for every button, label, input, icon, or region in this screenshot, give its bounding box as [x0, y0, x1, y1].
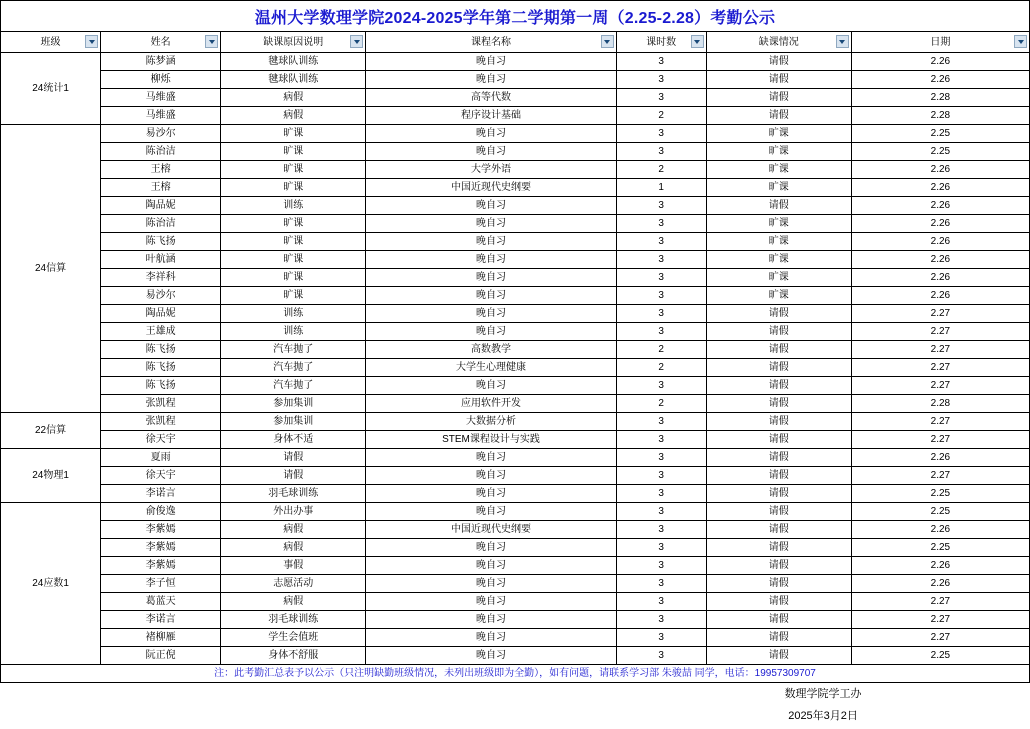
student-name-cell: 陶品妮 — [101, 197, 221, 215]
date-cell: 2.27 — [851, 341, 1029, 359]
table-footer-note — [1, 665, 1030, 683]
absence-reason-cell: 汽车抛了 — [221, 377, 366, 395]
absence-reason-cell: 旷课 — [221, 215, 366, 233]
absence-status-cell: 请假 — [706, 305, 851, 323]
absence-status-cell: 请假 — [706, 521, 851, 539]
class-hours-cell: 3 — [616, 269, 706, 287]
table-row — [1, 341, 1030, 359]
absence-reason-cell: 旷课 — [221, 269, 366, 287]
date-cell: 2.25 — [851, 539, 1029, 557]
student-name-cell: 褚柳雁 — [101, 629, 221, 647]
date-cell: 2.27 — [851, 359, 1029, 377]
class-hours-cell: 3 — [616, 305, 706, 323]
table-row — [1, 233, 1030, 251]
course-name-cell: 大数据分析 — [366, 413, 616, 431]
student-name-cell: 陈飞扬 — [101, 341, 221, 359]
absence-reason-cell: 志愿活动 — [221, 575, 366, 593]
class-hours-cell: 3 — [616, 503, 706, 521]
course-name-cell: 晚自习 — [366, 467, 616, 485]
course-name-cell: 晚自习 — [366, 251, 616, 269]
absence-reason-cell: 病假 — [221, 107, 366, 125]
absence-status-cell: 请假 — [706, 611, 851, 629]
date-cell: 2.25 — [851, 503, 1029, 521]
absence-status-cell: 请假 — [706, 197, 851, 215]
table-row — [1, 629, 1030, 647]
class-hours-cell: 3 — [616, 143, 706, 161]
course-name-cell: 晚自习 — [366, 629, 616, 647]
date-cell: 2.26 — [851, 233, 1029, 251]
student-name-cell: 叶航涵 — [101, 251, 221, 269]
table-row — [1, 431, 1030, 449]
footer-date: 2025年3月2日 — [788, 710, 858, 722]
table-row — [1, 413, 1030, 431]
table-row — [1, 161, 1030, 179]
table-row — [1, 485, 1030, 503]
absence-status-cell: 请假 — [706, 53, 851, 71]
course-name-cell: 晚自习 — [366, 233, 616, 251]
student-name-cell: 李紫嫣 — [101, 557, 221, 575]
header-row — [1, 32, 1030, 53]
class-hours-cell: 3 — [616, 647, 706, 665]
course-name-cell: 晚自习 — [366, 197, 616, 215]
table-row — [1, 269, 1030, 287]
class-hours-cell: 3 — [616, 467, 706, 485]
course-name-cell: STEM课程设计与实践 — [366, 431, 616, 449]
date-cell: 2.26 — [851, 71, 1029, 89]
student-name-cell: 李祥科 — [101, 269, 221, 287]
date-cell: 2.28 — [851, 89, 1029, 107]
student-name-cell: 易沙尔 — [101, 287, 221, 305]
absence-reason-cell: 训练 — [221, 197, 366, 215]
absence-reason-cell: 旷课 — [221, 287, 366, 305]
student-name-cell: 陈治洁 — [101, 215, 221, 233]
absence-status-cell: 请假 — [706, 89, 851, 107]
table-row — [1, 125, 1030, 143]
student-name-cell: 王榕 — [101, 179, 221, 197]
course-name-cell: 晚自习 — [366, 125, 616, 143]
course-name-cell: 中国近现代史纲要 — [366, 179, 616, 197]
absence-reason-cell: 身体不舒服 — [221, 647, 366, 665]
absence-reason-cell: 羽毛球训练 — [221, 485, 366, 503]
signature-block — [0, 683, 1030, 729]
class-hours-cell: 3 — [616, 197, 706, 215]
absence-status-cell: 请假 — [706, 395, 851, 413]
absence-status-cell: 请假 — [706, 71, 851, 89]
absence-status-cell: 旷课 — [706, 269, 851, 287]
class-hours-cell: 3 — [616, 125, 706, 143]
absence-reason-cell: 学生会值班 — [221, 629, 366, 647]
column-header-name — [101, 32, 221, 53]
course-name-cell: 晚自习 — [366, 575, 616, 593]
absence-reason-cell: 旷课 — [221, 143, 366, 161]
absence-status-cell: 请假 — [706, 449, 851, 467]
sheet-title-bar — [0, 0, 1030, 31]
date-cell: 2.26 — [851, 521, 1029, 539]
column-header-status — [706, 32, 851, 53]
date-cell: 2.25 — [851, 125, 1029, 143]
student-name-cell: 李诺言 — [101, 485, 221, 503]
column-header-label: 缺课原因说明 — [263, 36, 324, 48]
absence-reason-cell: 病假 — [221, 521, 366, 539]
student-name-cell: 葛蓝天 — [101, 593, 221, 611]
table-row — [1, 71, 1030, 89]
absence-reason-cell: 毽球队训练 — [221, 53, 366, 71]
absence-status-cell: 请假 — [706, 647, 851, 665]
table-row — [1, 197, 1030, 215]
student-name-cell: 张凯程 — [101, 413, 221, 431]
table-row — [1, 323, 1030, 341]
absence-reason-cell: 汽车抛了 — [221, 341, 366, 359]
table-row — [1, 467, 1030, 485]
class-hours-cell: 3 — [616, 575, 706, 593]
student-name-cell: 陈治洁 — [101, 143, 221, 161]
course-name-cell: 晚自习 — [366, 503, 616, 521]
absence-reason-cell: 旷课 — [221, 233, 366, 251]
student-name-cell: 陈飞扬 — [101, 359, 221, 377]
date-cell: 2.26 — [851, 215, 1029, 233]
class-hours-cell: 3 — [616, 593, 706, 611]
absence-status-cell: 请假 — [706, 107, 851, 125]
student-name-cell: 马维盛 — [101, 107, 221, 125]
absence-reason-cell: 参加集训 — [221, 413, 366, 431]
absence-status-cell: 旷课 — [706, 161, 851, 179]
absence-reason-cell: 旷课 — [221, 179, 366, 197]
date-cell: 2.25 — [851, 143, 1029, 161]
date-cell: 2.26 — [851, 53, 1029, 71]
course-name-cell: 程序设计基础 — [366, 107, 616, 125]
course-name-cell: 晚自习 — [366, 449, 616, 467]
course-name-cell: 晚自习 — [366, 539, 616, 557]
column-header-label: 课时数 — [646, 36, 677, 48]
column-header-label: 课程名称 — [470, 36, 511, 48]
student-name-cell: 易沙尔 — [101, 125, 221, 143]
absence-status-cell: 请假 — [706, 503, 851, 521]
spacer-cell — [0, 683, 616, 705]
absence-reason-cell: 旷课 — [221, 161, 366, 179]
student-name-cell: 徐天宇 — [101, 467, 221, 485]
absence-status-cell: 请假 — [706, 629, 851, 647]
absence-reason-cell: 旷课 — [221, 251, 366, 269]
course-name-cell: 晚自习 — [366, 611, 616, 629]
absence-status-cell: 请假 — [706, 539, 851, 557]
table-row — [1, 305, 1030, 323]
filter-dropdown-icon[interactable] — [205, 35, 218, 48]
student-name-cell: 陈梦涵 — [101, 53, 221, 71]
course-name-cell: 晚自习 — [366, 287, 616, 305]
class-hours-cell: 2 — [616, 395, 706, 413]
course-name-cell: 中国近现代史纲要 — [366, 521, 616, 539]
absence-reason-cell: 事假 — [221, 557, 366, 575]
class-hours-cell: 2 — [616, 341, 706, 359]
absence-status-cell: 旷课 — [706, 125, 851, 143]
column-header-label: 日期 — [930, 36, 951, 48]
course-name-cell: 晚自习 — [366, 323, 616, 341]
table-row — [1, 359, 1030, 377]
table-row — [1, 449, 1030, 467]
absence-status-cell: 旷课 — [706, 215, 851, 233]
class-hours-cell: 3 — [616, 485, 706, 503]
course-name-cell: 晚自习 — [366, 593, 616, 611]
student-name-cell: 陈飞扬 — [101, 377, 221, 395]
class-group-cell: 22信算 — [1, 413, 101, 449]
class-hours-cell: 1 — [616, 179, 706, 197]
column-header-hours — [616, 32, 706, 53]
absence-reason-cell: 毽球队训练 — [221, 71, 366, 89]
office-label: 数理学院学工办 — [784, 688, 862, 700]
date-cell: 2.27 — [851, 413, 1029, 431]
date-cell: 2.26 — [851, 557, 1029, 575]
date-cell: 2.27 — [851, 611, 1029, 629]
class-hours-cell: 3 — [616, 377, 706, 395]
absence-reason-cell: 旷课 — [221, 125, 366, 143]
column-header-class — [1, 32, 101, 53]
class-group-cell: 24统计1 — [1, 53, 101, 125]
note-text: 注：此考勤汇总表予以公示（只注明缺勤班级情况，未列出班级即为全勤），如有问题，请联系学习部 朱骏喆 同学，电话：19957309707 — [1, 665, 1030, 683]
absence-status-cell: 请假 — [706, 359, 851, 377]
absence-status-cell: 请假 — [706, 557, 851, 575]
course-name-cell: 应用软件开发 — [366, 395, 616, 413]
table-row — [1, 251, 1030, 269]
date-cell: 2.26 — [851, 251, 1029, 269]
class-hours-cell: 3 — [616, 629, 706, 647]
class-hours-cell: 2 — [616, 359, 706, 377]
table-row — [1, 521, 1030, 539]
date-cell: 2.28 — [851, 395, 1029, 413]
course-name-cell: 晚自习 — [366, 305, 616, 323]
page-title: 温州大学数理学院2024-2025学年第二学期第一周（2.25-2.28）考勤公示 — [254, 9, 776, 27]
absence-reason-cell: 病假 — [221, 539, 366, 557]
table-row — [1, 377, 1030, 395]
absence-status-cell: 请假 — [706, 467, 851, 485]
date-cell: 2.25 — [851, 647, 1029, 665]
absence-status-cell: 旷课 — [706, 251, 851, 269]
date-cell: 2.25 — [851, 485, 1029, 503]
class-hours-cell: 3 — [616, 53, 706, 71]
class-hours-cell: 2 — [616, 107, 706, 125]
date-cell: 2.27 — [851, 377, 1029, 395]
date-cell: 2.26 — [851, 449, 1029, 467]
absence-status-cell: 请假 — [706, 413, 851, 431]
class-hours-cell: 3 — [616, 611, 706, 629]
course-name-cell: 晚自习 — [366, 143, 616, 161]
filter-dropdown-icon[interactable] — [836, 35, 849, 48]
table-row — [1, 89, 1030, 107]
student-name-cell: 夏雨 — [101, 449, 221, 467]
course-name-cell: 大学生心理健康 — [366, 359, 616, 377]
date-cell: 2.27 — [851, 467, 1029, 485]
course-name-cell: 大学外语 — [366, 161, 616, 179]
absence-status-cell: 请假 — [706, 341, 851, 359]
class-hours-cell: 3 — [616, 287, 706, 305]
absence-reason-cell: 参加集训 — [221, 395, 366, 413]
class-hours-cell: 3 — [616, 215, 706, 233]
column-header-label: 姓名 — [150, 36, 171, 48]
absence-status-cell: 旷课 — [706, 143, 851, 161]
class-hours-cell: 3 — [616, 71, 706, 89]
note-row — [1, 665, 1030, 683]
column-header-label: 班级 — [40, 36, 61, 48]
table-row — [1, 215, 1030, 233]
course-name-cell: 晚自习 — [366, 647, 616, 665]
course-name-cell: 晚自习 — [366, 71, 616, 89]
course-name-cell: 晚自习 — [366, 557, 616, 575]
absence-status-cell: 请假 — [706, 323, 851, 341]
student-name-cell: 柳烁 — [101, 71, 221, 89]
table-row — [1, 179, 1030, 197]
absence-reason-cell: 外出办事 — [221, 503, 366, 521]
student-name-cell: 王雄成 — [101, 323, 221, 341]
course-name-cell: 晚自习 — [366, 485, 616, 503]
student-name-cell: 李紫嫣 — [101, 539, 221, 557]
absence-reason-cell: 病假 — [221, 89, 366, 107]
absence-status-cell: 请假 — [706, 431, 851, 449]
student-name-cell: 李紫嫣 — [101, 521, 221, 539]
student-name-cell: 陈飞扬 — [101, 233, 221, 251]
column-header-date — [851, 32, 1029, 53]
student-name-cell: 陶品妮 — [101, 305, 221, 323]
date-cell: 2.26 — [851, 269, 1029, 287]
student-name-cell: 李子恒 — [101, 575, 221, 593]
course-name-cell: 晚自习 — [366, 377, 616, 395]
class-hours-cell: 2 — [616, 161, 706, 179]
student-name-cell: 俞俊逸 — [101, 503, 221, 521]
class-hours-cell: 3 — [616, 89, 706, 107]
class-hours-cell: 3 — [616, 449, 706, 467]
course-name-cell: 高数教学 — [366, 341, 616, 359]
absence-status-cell: 请假 — [706, 377, 851, 395]
date-cell: 2.26 — [851, 287, 1029, 305]
absence-reason-cell: 请假 — [221, 467, 366, 485]
course-name-cell: 高等代数 — [366, 89, 616, 107]
class-hours-cell: 3 — [616, 557, 706, 575]
class-group-cell: 24物理1 — [1, 449, 101, 503]
student-name-cell: 马维盛 — [101, 89, 221, 107]
filter-dropdown-icon[interactable] — [1014, 35, 1027, 48]
course-name-cell: 晚自习 — [366, 215, 616, 233]
absence-reason-cell: 训练 — [221, 305, 366, 323]
absence-reason-cell: 训练 — [221, 323, 366, 341]
date-cell: 2.26 — [851, 575, 1029, 593]
column-header-reason — [221, 32, 366, 53]
absence-reason-cell: 病假 — [221, 593, 366, 611]
column-header-course — [366, 32, 616, 53]
date-cell: 2.26 — [851, 161, 1029, 179]
date-cell: 2.27 — [851, 593, 1029, 611]
absence-reason-cell: 请假 — [221, 449, 366, 467]
absence-status-cell: 请假 — [706, 485, 851, 503]
date-cell: 2.27 — [851, 629, 1029, 647]
table-row — [1, 611, 1030, 629]
table-row — [1, 287, 1030, 305]
table-body — [1, 53, 1030, 665]
absence-status-cell: 旷课 — [706, 179, 851, 197]
class-hours-cell: 3 — [616, 413, 706, 431]
table-row — [1, 593, 1030, 611]
date-cell: 2.27 — [851, 431, 1029, 449]
class-hours-cell: 3 — [616, 431, 706, 449]
table-row — [1, 539, 1030, 557]
table-row — [1, 575, 1030, 593]
absence-reason-cell: 身体不适 — [221, 431, 366, 449]
class-hours-cell: 3 — [616, 251, 706, 269]
filter-dropdown-icon[interactable] — [601, 35, 614, 48]
column-header-label: 缺课情况 — [758, 36, 799, 48]
table-header — [1, 32, 1030, 53]
course-name-cell: 晚自习 — [366, 53, 616, 71]
table-row — [1, 53, 1030, 71]
class-hours-cell: 3 — [616, 233, 706, 251]
course-name-cell: 晚自习 — [366, 269, 616, 287]
absence-status-cell: 旷课 — [706, 287, 851, 305]
class-hours-cell: 3 — [616, 539, 706, 557]
filter-dropdown-icon[interactable] — [85, 35, 98, 48]
student-name-cell: 张凯程 — [101, 395, 221, 413]
table-row — [1, 557, 1030, 575]
date-cell: 2.26 — [851, 197, 1029, 215]
absence-reason-cell: 羽毛球训练 — [221, 611, 366, 629]
absence-status-cell: 请假 — [706, 575, 851, 593]
absence-reason-cell: 汽车抛了 — [221, 359, 366, 377]
class-group-cell: 24应数1 — [1, 503, 101, 665]
class-hours-cell: 3 — [616, 323, 706, 341]
date-cell: 2.28 — [851, 107, 1029, 125]
absence-status-cell: 旷课 — [706, 233, 851, 251]
class-hours-cell: 3 — [616, 521, 706, 539]
table-row — [1, 503, 1030, 521]
student-name-cell: 李诺言 — [101, 611, 221, 629]
date-cell: 2.27 — [851, 323, 1029, 341]
spacer-cell — [0, 705, 616, 727]
filter-dropdown-icon[interactable] — [691, 35, 704, 48]
attendance-table — [0, 31, 1030, 683]
table-row — [1, 143, 1030, 161]
student-name-cell: 徐天宇 — [101, 431, 221, 449]
filter-dropdown-icon[interactable] — [350, 35, 363, 48]
class-group-cell: 24信算 — [1, 125, 101, 413]
date-cell: 2.27 — [851, 305, 1029, 323]
absence-status-cell: 请假 — [706, 593, 851, 611]
date-cell: 2.26 — [851, 179, 1029, 197]
table-row — [1, 395, 1030, 413]
student-name-cell: 阮正倪 — [101, 647, 221, 665]
student-name-cell: 王榕 — [101, 161, 221, 179]
table-row — [1, 107, 1030, 125]
